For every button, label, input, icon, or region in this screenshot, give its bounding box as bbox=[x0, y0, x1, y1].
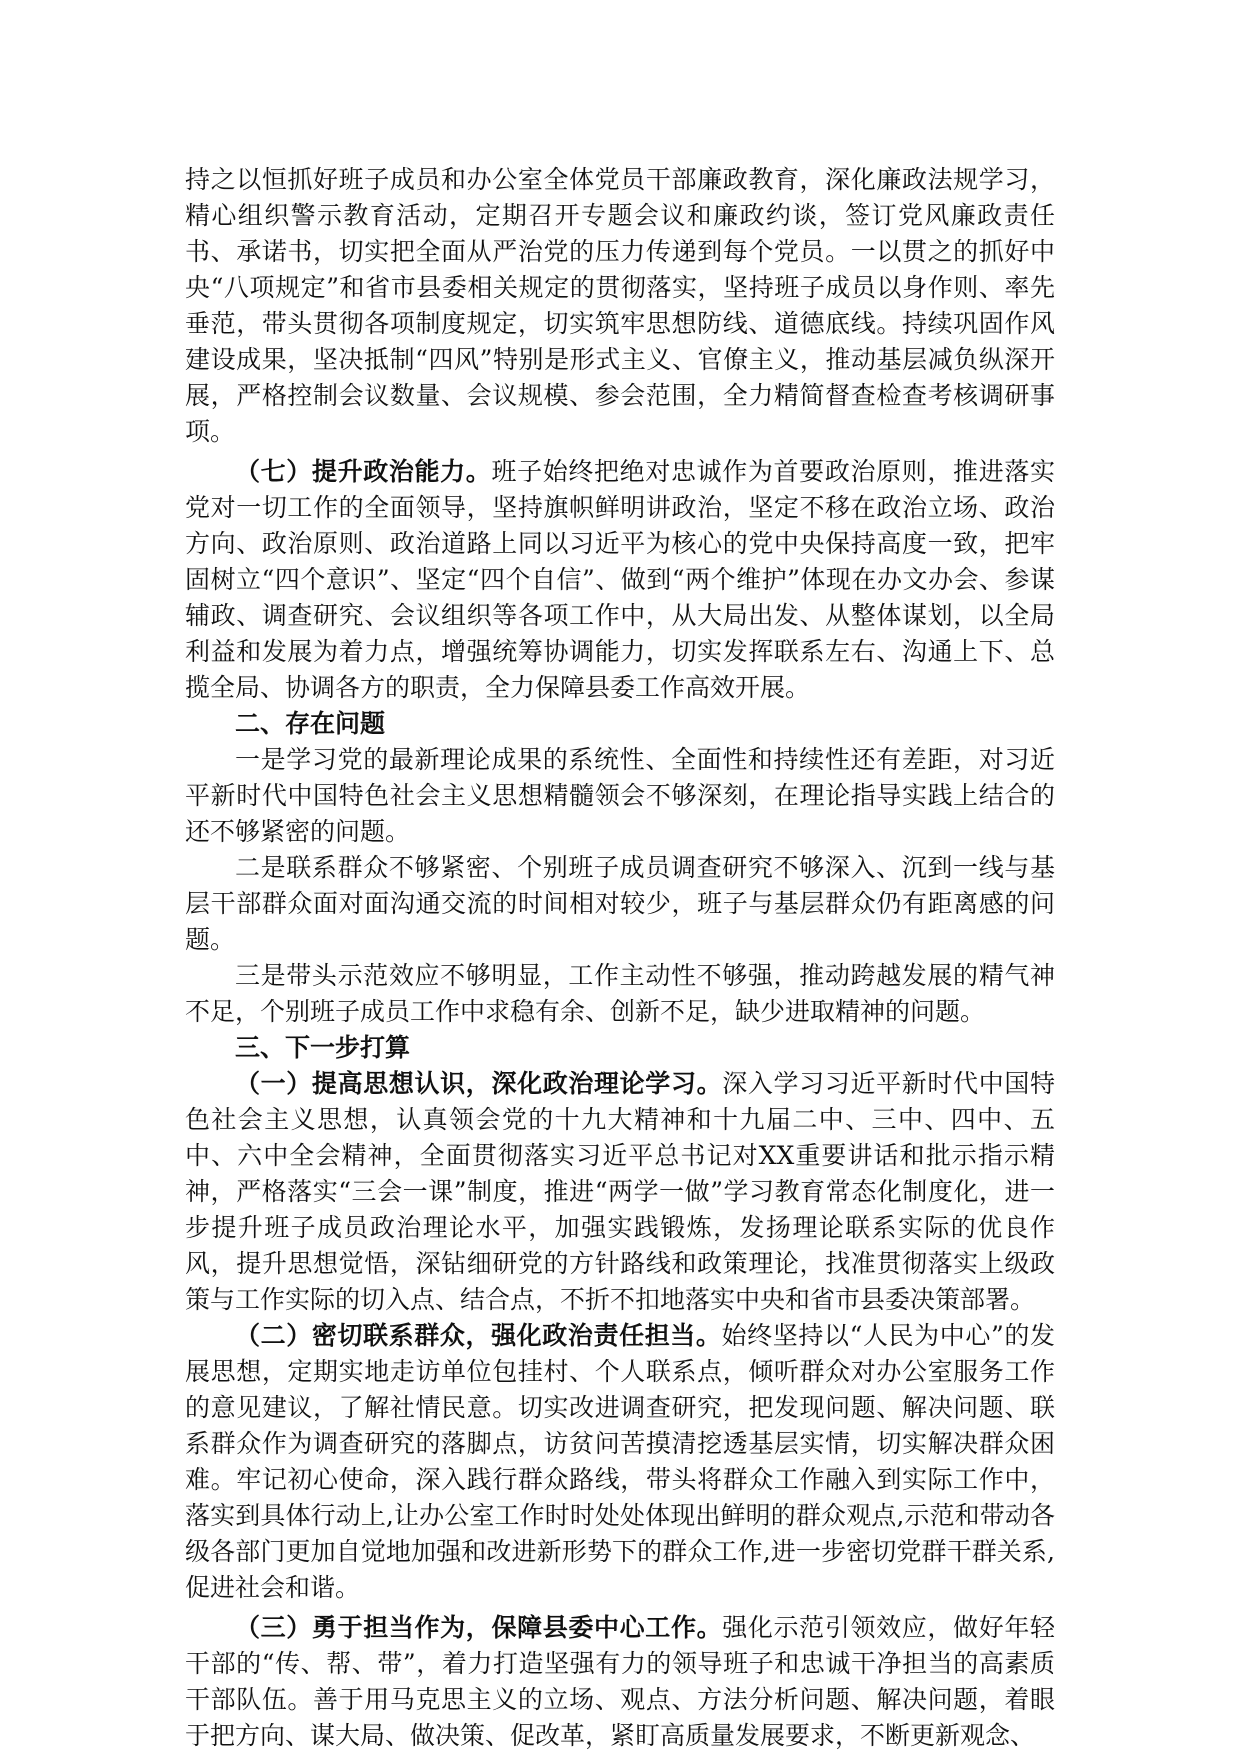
paragraph-text: 二是联系群众不够紧密、个别班子成员调查研究不够深入、沉到一线与基层干部群众面对面沟通交流的时间相对较少，班子与基层群众仍有距离感的问题。 bbox=[185, 853, 1055, 954]
paragraph-text: 班子始终把绝对忠诚作为首要政治原则，推进落实党对一切工作的全面领导，坚持旗帜鲜明讲政治，坚定不移在政治立场、政治方向、政治原则、政治道路上同以习近平为核心的党中央保持高度一致，把牢固树立“四个意识”、坚定“四个自信”、做到“两个维护”体现在办文办会、参谋辅政、调查研究、会议组织等各项工作中，从大局出发、从整体谋划，以全局利益和发展为着力点，增强统筹协调能力，切实发挥联系左右、沟通上下、总揽全局、协调各方的职责，全力保障县委工作高效开展。 bbox=[185, 457, 1055, 702]
paragraph-text: 一是学习党的最新理论成果的系统性、全面性和持续性还有差距，对习近平新时代中国特色社会主义思想精髓领会不够深刻，在理论指导实践上结合的还不够紧密的问题。 bbox=[185, 745, 1055, 846]
section-heading-next-steps: 三、下一步打算 bbox=[235, 1033, 411, 1062]
document-body bbox=[185, 162, 1055, 1754]
paragraph-lead: （七）提升政治能力。 bbox=[235, 457, 492, 486]
paragraph-lead: （二）密切联系群众，强化政治责任担当。 bbox=[235, 1321, 722, 1350]
paragraph-text: 持之以恒抓好班子成员和办公室全体党员干部廉政教育，深化廉政法规学习，精心组织警示教育活动，定期召开专题会议和廉政约谈，签订党风廉政责任书、承诺书，切实把全面从严治党的压力传递到每个党员。一以贯之的抓好中央“八项规定”和省市县委相关规定的贯彻落实，坚持班子成员以身作则、率先垂范，带头贯彻各项制度规定，切实筑牢思想防线、道德底线。持续巩固作风建设成果，坚决抵制“四风”特别是形式主义、官僚主义，推动基层减负纵深开展，严格控制会议数量、会议规模、参会范围，全力精简督查检查考核调研事项。 bbox=[185, 165, 1055, 446]
paragraph-discipline bbox=[185, 162, 1055, 450]
paragraph-political-ability bbox=[185, 454, 1055, 706]
paragraph-plan-1 bbox=[185, 1066, 1055, 1318]
paragraph-text: 深入学习习近平新时代中国特色社会主义思想，认真领会党的十九大精神和十九届二中、三中、四中、五中、六中全会精神，全面贯彻落实习近平总书记对XX重要讲话和批示指示精神，严格落实“三会一课”制度，推进“两学一做”学习教育常态化制度化，进一步提升班子成员政治理论水平，加强实践锻炼，发扬理论联系实际的优良作风，提升思想觉悟，深钻细研党的方针路线和政策理论，找准贯彻落实上级政策与工作实际的切入点、结合点，不折不扣地落实中央和省市县委决策部署。 bbox=[185, 1069, 1055, 1314]
paragraph-text: 始终坚持以“人民为中心”的发展思想，定期实地走访单位包挂村、个人联系点，倾听群众对办公室服务工作的意见建议，了解社情民意。切实改进调查研究，把发现问题、解决问题、联系群众作为调查研究的落脚点，访贫问苦摸清挖透基层实情，切实解决群众困难。牢记初心使命，深入践行群众路线，带头将群众工作融入到实际工作中，落实到具体行动上,让办公室工作时时处处体现出鲜明的群众观点,示范和带动各级各部门更加自觉地加强和改进新形势下的群众工作,进一步密切党群干群关系,促进社会和谐。 bbox=[185, 1321, 1055, 1602]
paragraph-problem-2 bbox=[185, 850, 1055, 958]
paragraph-lead: （一）提高思想认识，深化政治理论学习。 bbox=[235, 1069, 723, 1098]
paragraph-text: 强化示范引领效应，做好年轻干部的“传、帮、带”，着力打造坚强有力的领导班子和忠诚干净担当的高素质干部队伍。善于用马克思主义的立场、观点、方法分析问题、解决问题，着眼于把方向、谋大局、做决策、促改革，紧盯高质量发展要求，不断更新观念、 bbox=[185, 1613, 1055, 1750]
section-heading-problems: 二、存在问题 bbox=[235, 709, 386, 738]
paragraph-plan-2 bbox=[185, 1318, 1055, 1606]
paragraph-lead: （三）勇于担当作为，保障县委中心工作。 bbox=[235, 1613, 723, 1642]
paragraph-text: 三是带头示范效应不够明显，工作主动性不够强，推动跨越发展的精气神不足，个别班子成员工作中求稳有余、创新不足，缺少进取精神的问题。 bbox=[185, 961, 1055, 1026]
paragraph-plan-3 bbox=[185, 1610, 1055, 1754]
paragraph-problem-3 bbox=[185, 958, 1055, 1030]
paragraph-problem-1 bbox=[185, 742, 1055, 850]
